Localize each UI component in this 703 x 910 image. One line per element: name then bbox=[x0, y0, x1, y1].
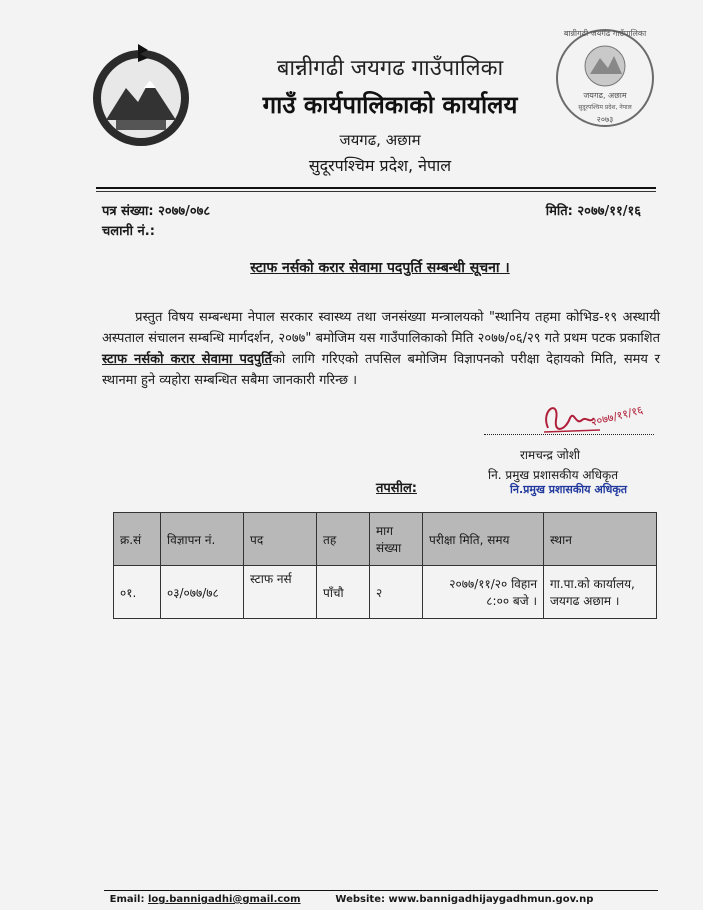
col-venue: स्थान bbox=[544, 513, 657, 566]
signature-date: २०७७/११/१६ bbox=[589, 403, 645, 429]
header-divider bbox=[96, 187, 656, 189]
table-header-row bbox=[114, 513, 657, 566]
footer-divider bbox=[104, 890, 658, 891]
seal-inner-text-2: सुदूरपश्चिम प्रदेश, नेपाल bbox=[578, 104, 632, 111]
date-label: मिति: bbox=[545, 204, 573, 219]
footer bbox=[0, 894, 703, 905]
reference-label: पत्र संख्या: bbox=[102, 204, 154, 219]
chalani-number: चलानी नं.: bbox=[102, 224, 155, 239]
seal-ring-text: बान्नीगढी जयगढ गाउँपालिका bbox=[563, 29, 647, 38]
handwritten-signature-icon bbox=[530, 390, 670, 450]
letter-date bbox=[546, 201, 641, 219]
reference-number bbox=[102, 201, 210, 219]
notice-body bbox=[102, 307, 660, 391]
notice-subject: स्टाफ नर्सको करार सेवामा पदपुर्ति सम्बन्धी सूचना । bbox=[250, 260, 510, 276]
col-exam-date: परीक्षा मिति, समय bbox=[423, 513, 544, 566]
col-ad-number: विज्ञापन नं. bbox=[161, 513, 244, 566]
signatory-name: रामचन्द्र जोशी bbox=[520, 448, 580, 462]
body-part-1: प्रस्तुत विषय सम्बन्धमा नेपाल सरकार स्वास्थ्य तथा जनसंख्या मन्त्रालयको "स्थानिय तहमा कोभिड-१९ अस्थायी अस्पताल संचालन सम्बन्धि मार्गदर्शन, २०७७" बमोजिम यस गाउँपालिकाको मिति २०७७/०६/२९ गते प्रथम पटक प्रकाशित bbox=[102, 310, 660, 346]
cell-post: स्टाफ नर्स bbox=[244, 566, 317, 619]
col-demand: माग संख्या bbox=[370, 513, 423, 566]
reference-value: २०७७/०७८ bbox=[158, 204, 211, 219]
cell-demand: २ bbox=[370, 566, 423, 619]
col-level: तह bbox=[317, 513, 370, 566]
website-link[interactable]: www.bannigadhijaygadhmun.gov.np bbox=[388, 894, 594, 905]
office-location: जयगढ, अछाम bbox=[339, 131, 421, 149]
body-part-2: को लागि गरिएको तपसिल बमोजिम विज्ञापनको परीक्षा देहायको मिति, समय र स्थानमा हुने व्यहोरा सम्बन्धित सबैमा जानकारी गरिन्छ । bbox=[102, 352, 661, 388]
cell-exam-date: २०७७/११/२० विहान ८:०० बजे । bbox=[423, 566, 544, 619]
col-post: पद bbox=[244, 513, 317, 566]
cell-level: पाँचौ bbox=[317, 566, 370, 619]
cell-venue: गा.पा.को कार्यालय, जयगढ अछाम । bbox=[544, 566, 657, 619]
date-value: २०७७/११/१६ bbox=[577, 204, 641, 219]
body-highlight: स्टाफ नर्सको करार सेवामा पदपुर्ति bbox=[102, 352, 272, 367]
cell-ad-number: ०३/०७७/७८ bbox=[161, 566, 244, 619]
signature-line bbox=[484, 434, 654, 435]
website-label: Website: bbox=[335, 894, 385, 905]
signatory-stamp: नि.प्रमुख प्रशासकीय अधिकृत bbox=[510, 483, 628, 496]
cell-serial: ०१. bbox=[114, 566, 161, 619]
details-label: तपसील: bbox=[376, 481, 417, 496]
seal-year: २०७३ bbox=[596, 115, 614, 124]
table-row bbox=[114, 566, 657, 619]
signatory-title: नि. प्रमुख प्रशासकीय अधिकृत bbox=[488, 468, 619, 482]
seal-inner-text-1: जयगढ, अछाम bbox=[583, 91, 627, 100]
municipality-seal-icon bbox=[550, 22, 660, 134]
email-label: Email: bbox=[109, 894, 145, 905]
government-emblem-icon bbox=[86, 40, 196, 150]
header-divider-thin bbox=[96, 191, 656, 192]
office-name: गाउँ कार्यपालिकाको कार्यालय bbox=[262, 91, 518, 119]
exam-schedule-table bbox=[113, 512, 657, 619]
municipality-name: बान्नीगढी जयगढ गाउँपालिका bbox=[276, 56, 504, 81]
province-name: सुदूरपश्चिम प्रदेश, नेपाल bbox=[308, 156, 452, 175]
col-serial: क्र.सं bbox=[114, 513, 161, 566]
email-link[interactable]: log.bannigadhi@gmail.com bbox=[147, 894, 301, 905]
